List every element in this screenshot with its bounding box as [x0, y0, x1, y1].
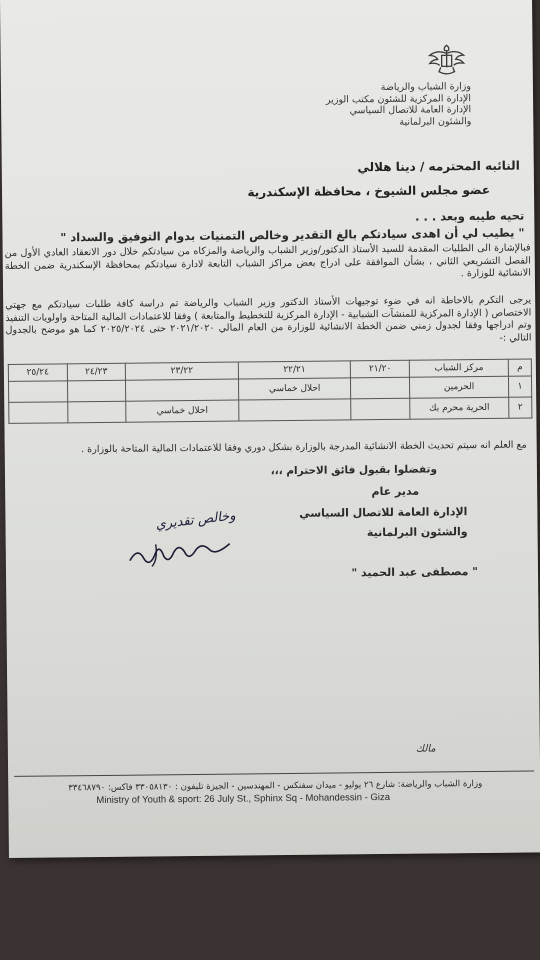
- signatory-name: " مصطفى عبد الحميد ": [351, 565, 479, 580]
- addressee-name: النائبه المحترمه / دينا هلالي: [357, 158, 520, 175]
- table-cell: [351, 398, 410, 420]
- table-cell: [126, 379, 239, 401]
- footer-english-address: Ministry of Youth & sport: 26 July St., Sphinx Sq - Mohandessin - Giza: [96, 791, 391, 807]
- closing-line: وتفضلوا بقبول فائق الاحترام ،،،: [270, 463, 438, 478]
- table-cell: [351, 377, 410, 399]
- table-header: ٢٥/٢٤: [8, 364, 67, 382]
- update-note: مع العلم انه سيتم تحديث الخطة الانشائية المدرجة بالوزارة بشكل دوري وفقا للاعتمادات المالية المتاحة بالوزارة .: [80, 439, 527, 456]
- handwritten-signature: [126, 538, 236, 571]
- signatory-title: مدير عام: [371, 484, 420, 499]
- letterhead-line: وزارة الشباب والرياضة: [380, 81, 471, 94]
- table-header: ٢٢/٢١: [238, 361, 351, 379]
- paragraph-decision: يرجى التكرم بالاحاطة انه في ضوء توجيهات الأستاذ الدكتور وزير الشباب والرياضة تم دراسة كافة طلبات سيادتكم مع جهتي الاختصاص ( الإدارة المركزية للمنشآت الشبابية - الإدارة المركزية للتخطيط والمتابعة ) وفقا للاعتمادات المالية المتاحة واولويات التنفيذ وتم ادراجها وفقا لجدول زمني ضمن الخطة الانشائية للوزارة من العام المالي ٢٠٢١/٢٠٢٠ حتى ٢٠٢٥/٢٠٢٤ كما هو موضح بالجدول التالي :-: [5, 294, 532, 344]
- letterhead-line: والشئون البرلمانية: [399, 115, 472, 128]
- table-cell: [238, 399, 351, 421]
- table-header: م: [508, 359, 531, 376]
- table-header: مركز الشباب: [409, 359, 508, 377]
- letterhead-line: الإدارة المركزية للشئون مكتب الوزير: [325, 92, 472, 106]
- greeting: تحيه طيبه وبعد . . .: [415, 208, 525, 224]
- table-header: ٢٣/٢٢: [125, 362, 238, 380]
- table-cell: الحرية محرم بك: [410, 397, 509, 419]
- table-cell: ٢: [509, 397, 532, 418]
- egypt-eagle-emblem: [426, 41, 466, 79]
- paragraph-reference: فبالإشارة الى الطلبات المقدمة للسيد الأستاذ الدكتور/وزير الشباب والرياضة والمزكاه من سيادتكم خلال دور الانعقاد العادي الأول من الفصل التشريعي الثاني ، بشأن الموافقة على ادراج بعض مراكز الشباب التابعة لادارة سيادتكم بمحافظة الإسكندرية ضمن الخطة الانشائية للوزارة .: [4, 242, 531, 280]
- handwritten-initials: مالك: [415, 743, 436, 755]
- table-cell: الحرمين: [409, 376, 508, 398]
- table-cell: احلال خماسي: [238, 378, 351, 400]
- opening-quote: " يطيب لي أن اهدى سيادتكم بالغ التقدير وخالص التمنيات بدوام التوفيق والسداد ": [60, 225, 525, 245]
- table-cell: ١: [508, 376, 531, 397]
- table-cell: [67, 401, 126, 423]
- footer-divider: [14, 770, 534, 776]
- addressee-position: عضو مجلس الشيوخ ، محافظة الإسكندرية: [247, 182, 491, 200]
- handwritten-regards: وخالص تقديري: [154, 508, 237, 533]
- table-header: ٢٤/٢٣: [67, 363, 126, 381]
- signatory-department: الإدارة العامة للاتصال السياسي: [299, 505, 468, 520]
- table-row: [9, 397, 532, 423]
- signatory-department-2: والشئون البرلمانية: [366, 525, 468, 540]
- table-cell: [8, 381, 67, 403]
- schedule-table: [8, 358, 533, 423]
- table-cell: [67, 380, 126, 402]
- footer-arabic-address: وزارة الشباب والرياضة: شارع ٢٦ يوليو - ميدان سفنكس - المهندسين - الجيزة تليفون : ٣٣٠٥٨١٣٠ فاكس: ٣٣٤٦٨٧٩٠: [68, 778, 483, 794]
- letterhead-line: الإدارة العامة للاتصال السياسي: [349, 104, 472, 117]
- letterhead: [326, 81, 472, 129]
- table-cell: احلال خماسي: [126, 400, 239, 422]
- table-cell: [9, 402, 68, 424]
- table-header: ٢١/٢٠: [351, 360, 410, 378]
